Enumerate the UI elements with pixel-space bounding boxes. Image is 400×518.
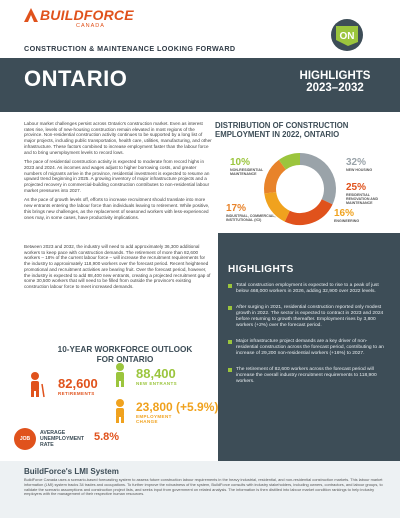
new-entrants-label: NEW ENTRANTS bbox=[136, 381, 178, 386]
distribution-title-line2: EMPLOYMENT IN 2022, ONTARIO bbox=[215, 130, 340, 139]
unemployment-label bbox=[40, 430, 90, 448]
highlights-years: 2023–2032 bbox=[306, 82, 364, 95]
list-item bbox=[228, 283, 388, 295]
segment-name: ENGINEERING bbox=[334, 219, 360, 223]
segment-name: INDUSTRIAL, COMMERCIAL, INSTITUTIONAL (ICI) bbox=[226, 214, 276, 223]
outlook-title-line2: FOR ONTARIO bbox=[96, 354, 154, 364]
badge-text: ON bbox=[339, 31, 355, 42]
page-title: ONTARIO bbox=[24, 66, 128, 91]
unemployment-label-3: RATE bbox=[40, 442, 54, 448]
segment-pct: 10% bbox=[230, 157, 251, 168]
new-entrants-value: 88,400 bbox=[136, 366, 176, 381]
segment-label-new-housing bbox=[346, 157, 372, 172]
new-entrants-stat bbox=[136, 366, 177, 386]
segment-label-ici bbox=[226, 203, 278, 222]
retiree-icon bbox=[22, 370, 48, 398]
distribution-title bbox=[215, 121, 390, 139]
job-badge-icon: JOB bbox=[14, 428, 36, 450]
bullet-icon bbox=[228, 340, 232, 344]
donut-slice-1 bbox=[287, 202, 327, 219]
footer-title: BuildForce's LMI System bbox=[24, 467, 119, 476]
bullet-icon bbox=[228, 284, 232, 288]
employment-value: 23,800 (+5.9%) bbox=[136, 400, 219, 414]
buildforce-logo-icon bbox=[24, 8, 38, 22]
segment-pct: 32% bbox=[346, 157, 367, 168]
segment-label-engineering bbox=[334, 208, 359, 223]
paragraph-3: As the pace of growth levels off, efforts to increase recruitment should translate into more new entrants entering the labour force than individuals leaving to retirement. While positive, this brings new challenges, as the replacement of seasoned workers with less-experienced ones may, in some cases, have productivity implications. bbox=[24, 197, 210, 220]
intro-text bbox=[24, 121, 212, 224]
list-item-text: After surging in 2021, residential construction reported only modest growth in 2022. The sector is expected to contract in 2023 and 2024 before returning to growth thereafter. Employment rises by 3,800 workers (+2%) over the forecast period. bbox=[236, 305, 384, 328]
segment-name: NEW HOUSING bbox=[346, 168, 373, 172]
list-item-text: Major infrastructure project demands are a key driver of non-residential construction across the forecast period, contributing to an increase of 29,200 non-residential workers (+16%) to 2027. bbox=[236, 339, 384, 356]
retirements-value: 82,600 bbox=[58, 376, 98, 391]
segment-pct: 16% bbox=[334, 208, 355, 219]
list-item-text: The retirement of 82,600 workers across the forecast period will increase the overall industry recruitment requirements to 118,900 workers. bbox=[236, 367, 377, 384]
ontario-badge-icon bbox=[330, 18, 364, 52]
unemployment-value: 5.8% bbox=[94, 431, 120, 443]
paragraph-4: Between 2023 and 2032, the industry will need to add approximately 36,300 additional workers to keep pace with construction demands. The retirement of more than 82,600 workers – 18% of the current labour force – will increase the recruitment requirements for the industry to approximately 118,900 workers over the forecast period. Recent heightened promotional and recruitment activities are bearing fruit. Over the forecast period, however, the industry is expected to add 88,400 new entrants, creating a projected recruitment gap of some 30,500 workers that will need to be filled from outside the province's existing construction labour force to meet increased demands. bbox=[24, 244, 211, 289]
list-item bbox=[228, 367, 388, 385]
segment-pct: 17% bbox=[226, 203, 247, 214]
logo-sub: CANADA bbox=[76, 23, 105, 29]
highlights-label: HIGHLIGHTS bbox=[299, 70, 371, 82]
highlights-list bbox=[228, 283, 388, 395]
list-item bbox=[228, 305, 388, 329]
bullet-icon bbox=[228, 368, 232, 372]
paragraph-1: Labour market challenges persist across Ontario's construction market. Even as interest rates rise, levels of new-housing construction remain elevated in most regions of the province. Non-residential construction activity continues to be supported by a long list of major projects, including public transportation, health care, utilities, manufacturing, and other infrastructure. These factors combined to increase employment faster than the labour force and to bring unemployment levels to record lows. bbox=[24, 121, 212, 155]
retirements-label: RETIREMENTS bbox=[58, 391, 95, 396]
tagline: CONSTRUCTION & MAINTENANCE LOOKING FORWARD bbox=[24, 44, 236, 53]
employment-stat bbox=[136, 400, 218, 424]
segment-name: NON-RESIDENTIAL MAINTENANCE bbox=[230, 168, 264, 177]
highlights-title: HIGHLIGHTS bbox=[228, 264, 294, 275]
unemployment-label-1: AVERAGE bbox=[40, 430, 66, 436]
segment-name: RESIDENTIAL RENOVATION AND MAINTENANCE bbox=[346, 193, 379, 206]
paragraph-2: The pace of residential construction activity is expected to moderate from record highs in 2023 and 2024. As incomes and wages adjust to higher borrowing costs, and greater numbers of migrants arrive in the province, residential investment is expected to resume an upward trend beginning in 2025. A growing inventory of major infrastructure projects and a projected recovery in commercial-building construction contributes to non-residential labour market pressures into 2027. bbox=[24, 159, 210, 193]
logo-text: BUILDFORCE bbox=[40, 7, 134, 23]
bullet-icon bbox=[228, 306, 232, 310]
outlook-title-line1: 10-YEAR WORKFORCE OUTLOOK bbox=[57, 345, 193, 354]
employment-icon bbox=[108, 398, 132, 424]
list-item bbox=[228, 339, 388, 357]
footer-text: BuildForce Canada uses a scenario-based forecasting system to assess future construction labour requirements in the heavy industrial, residential, and non-residential construction markets. This labour market information (LMI) system tracks 34 trades and occupations. To further improve the robustness of the system, BuildForce consults with industry stakeholders, including owners, contractors, and labour groups, to validate the scenario assumptions and construction project lists, and seeks input from government on related analysis. The information is then distilled into labour market condition rankings to help industry employers with the management of their respective human resources. bbox=[24, 477, 383, 497]
new-entrant-icon bbox=[108, 362, 132, 388]
segment-pct: 25% bbox=[346, 182, 367, 193]
highlights-period bbox=[290, 70, 380, 94]
donut-slice-4 bbox=[282, 159, 300, 165]
list-item-text: Total construction employment is expected to rise to a peak of just below 468,000 workers in 2026, adding 32,900 over 2022 levels. bbox=[236, 283, 379, 294]
segment-label-renovation bbox=[346, 182, 394, 206]
employment-label-2: CHANGE bbox=[136, 419, 158, 424]
segment-label-nonres-maintenance bbox=[230, 157, 274, 176]
employment-label: EMPLOYMENT bbox=[136, 414, 172, 419]
distribution-title-line1: DISTRIBUTION OF CONSTRUCTION bbox=[215, 121, 349, 130]
donut-slice-0 bbox=[300, 159, 330, 202]
retirements-stat bbox=[58, 376, 98, 396]
unemployment-label-2: UNEMPLOYMENT bbox=[40, 436, 85, 442]
